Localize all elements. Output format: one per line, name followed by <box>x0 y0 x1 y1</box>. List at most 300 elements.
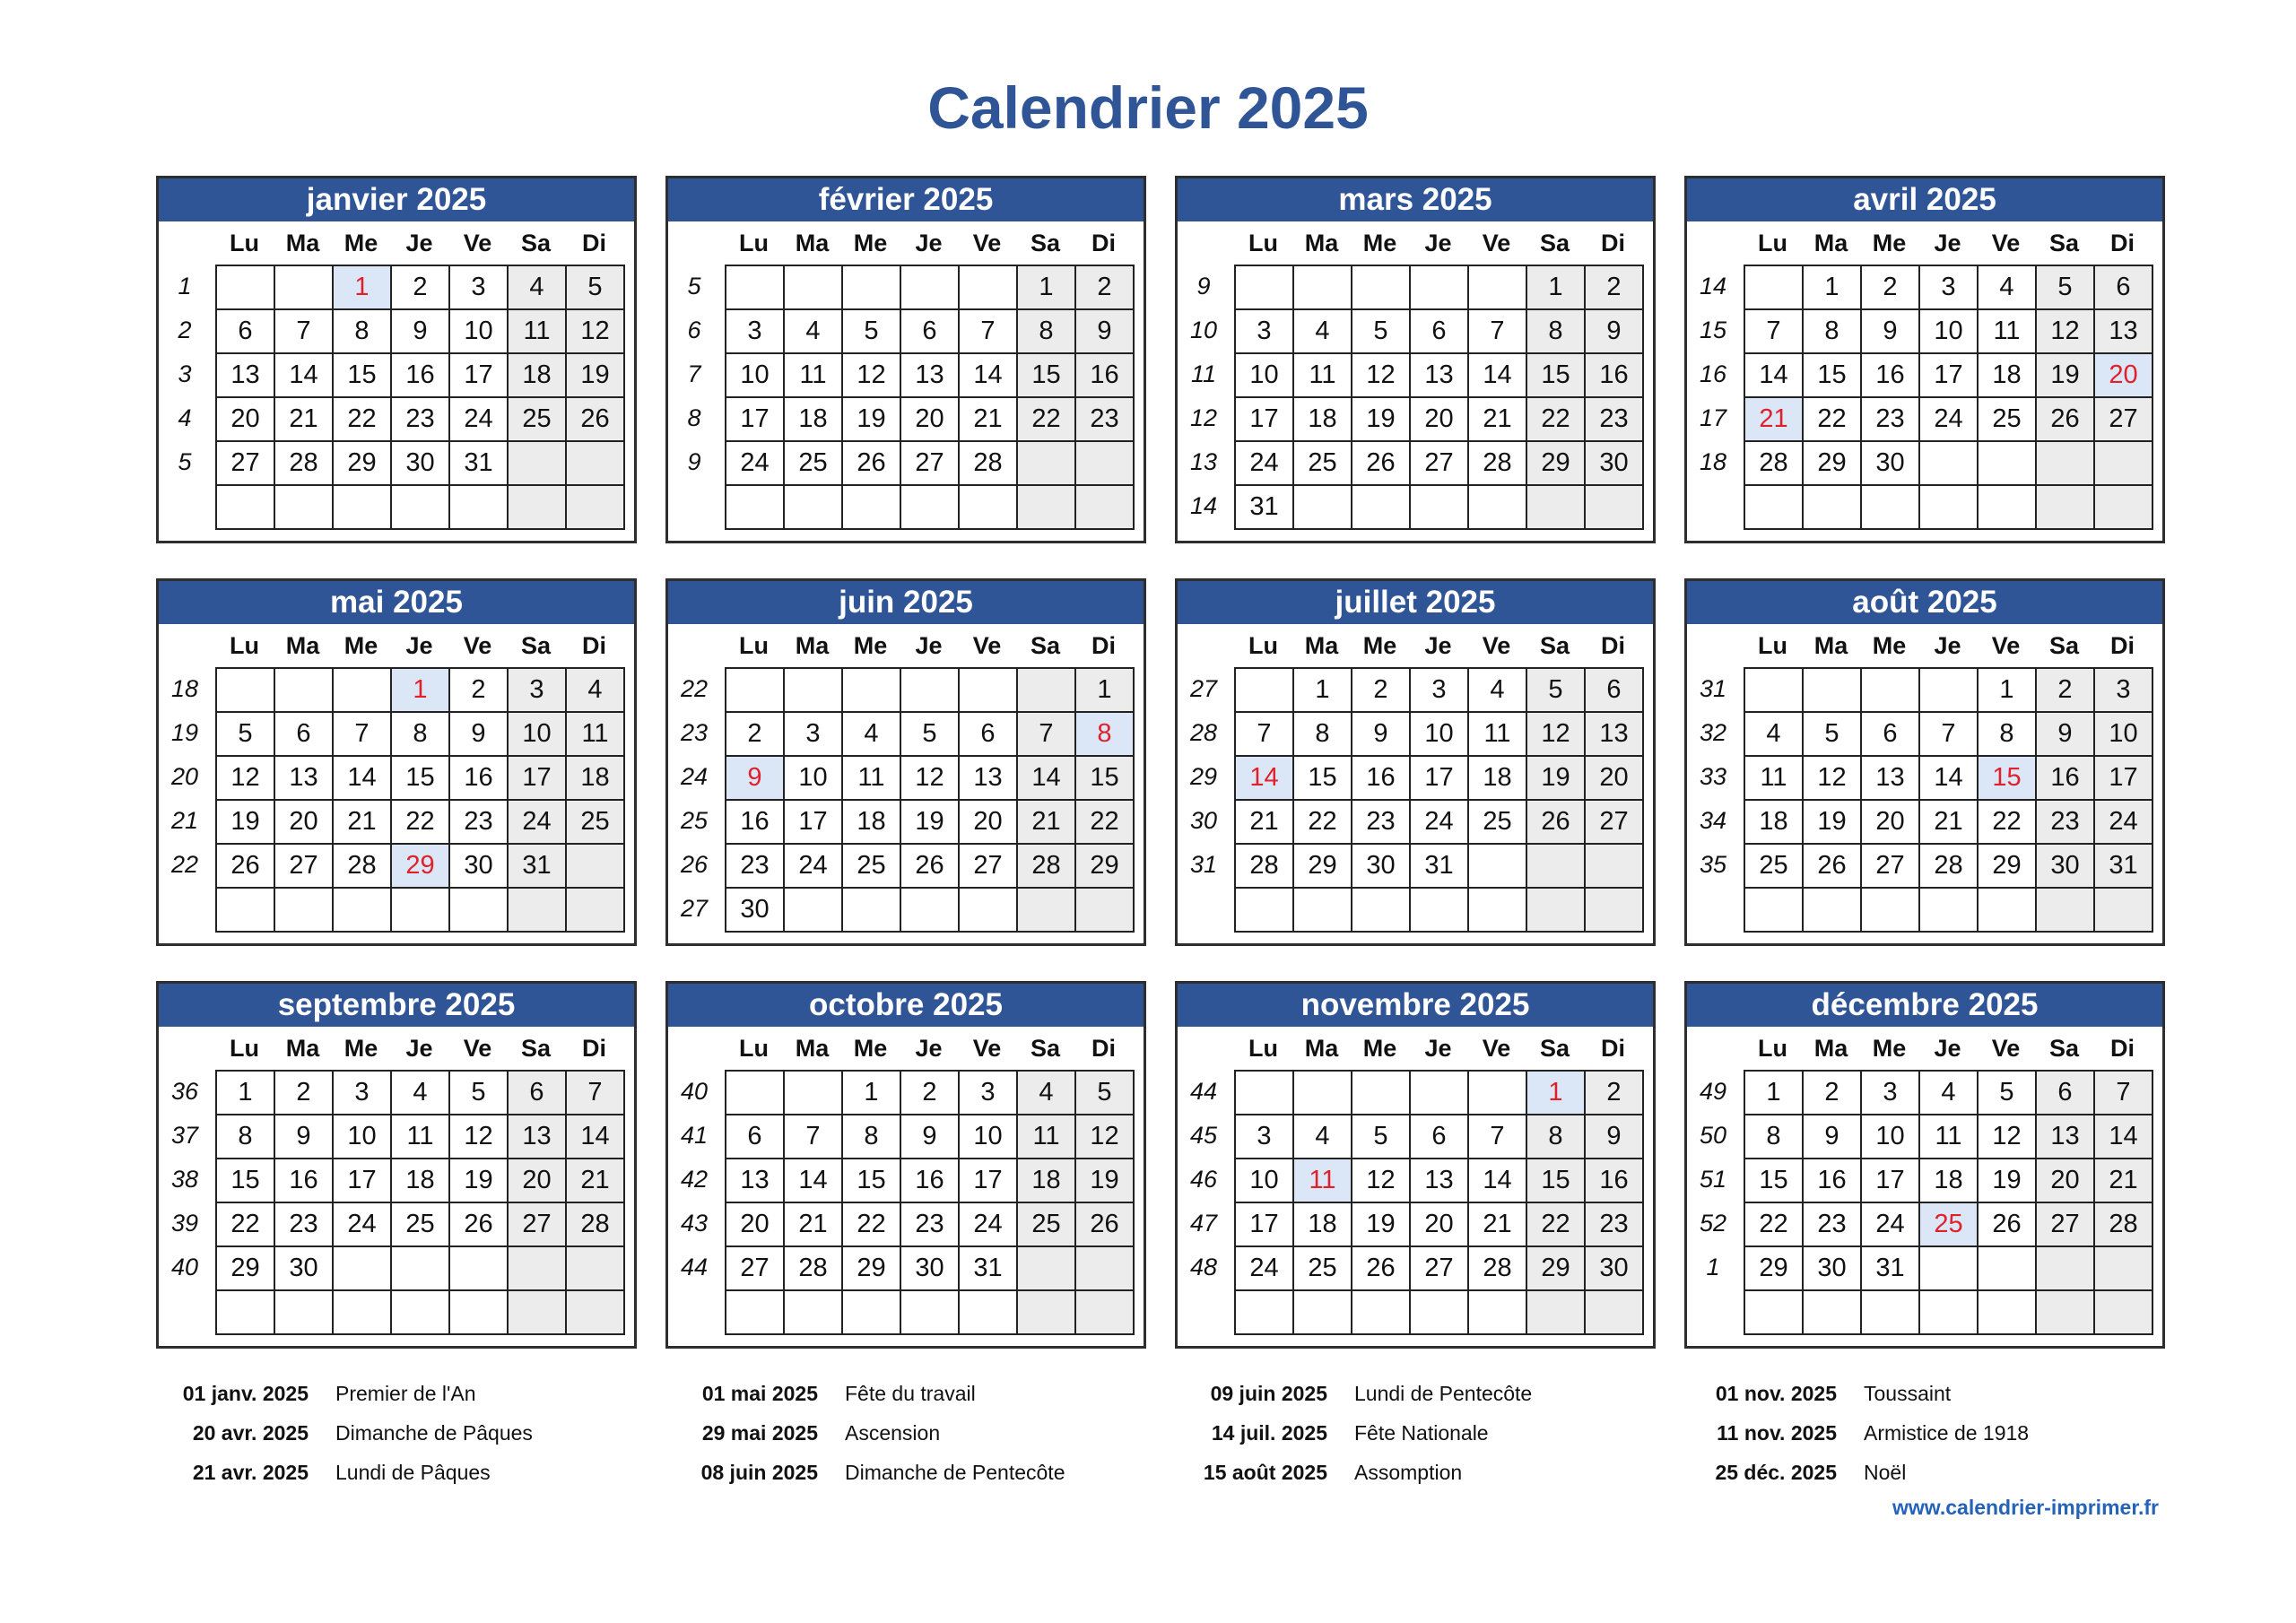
day-cell: 25 <box>508 397 566 441</box>
day-cell: 18 <box>1468 756 1526 800</box>
month-calendar <box>665 578 1146 946</box>
day-cell: 9 <box>1803 1115 1861 1159</box>
day-cell: 22 <box>1526 397 1585 441</box>
day-cell: 20 <box>1410 1202 1468 1246</box>
day-cell: 4 <box>1017 1071 1075 1115</box>
day-cell <box>1468 485 1526 529</box>
day-cell: 16 <box>1585 353 1643 397</box>
holiday-day-cell: 1 <box>1526 1071 1585 1115</box>
holiday-name: Fête du travail <box>845 1382 976 1405</box>
month-title: juillet 2025 <box>1178 581 1653 624</box>
day-cell: 28 <box>1017 844 1075 888</box>
day-name: Lu <box>739 632 769 659</box>
day-cell: 22 <box>1293 800 1352 844</box>
day-cell <box>1235 888 1293 932</box>
day-name: Di <box>2110 230 2135 256</box>
day-cell <box>842 1290 900 1334</box>
day-cell: 3 <box>784 712 842 756</box>
day-cell: 5 <box>1526 668 1585 712</box>
day-cell: 18 <box>1919 1159 1978 1202</box>
day-name: Ve <box>463 230 492 256</box>
day-cell: 18 <box>1744 800 1803 844</box>
day-cell: 19 <box>1978 1159 2036 1202</box>
day-cell: 6 <box>508 1071 566 1115</box>
day-cell: 9 <box>1861 309 1919 353</box>
day-name: Ma <box>285 1035 320 1062</box>
day-cell: 18 <box>1293 397 1352 441</box>
day-cell: 17 <box>959 1159 1017 1202</box>
week-number: 42 <box>680 1166 709 1193</box>
day-cell <box>1861 485 1919 529</box>
week-number: 48 <box>1189 1254 1218 1280</box>
month-title: juin 2025 <box>668 581 1144 624</box>
day-names-row <box>1687 628 2162 664</box>
day-cell: 6 <box>2036 1071 2094 1115</box>
day-cell <box>2036 441 2094 485</box>
day-name: Me <box>1872 1035 1907 1062</box>
month-calendar <box>1684 578 2165 946</box>
day-cell <box>274 668 333 712</box>
day-cell: 7 <box>1919 712 1978 756</box>
day-cell: 5 <box>842 309 900 353</box>
day-cell: 19 <box>1075 1159 1134 1202</box>
week-number: 5 <box>178 448 192 475</box>
day-cell <box>1235 1290 1293 1334</box>
day-cell: 24 <box>1919 397 1978 441</box>
day-cell <box>2094 485 2152 529</box>
week-number: 17 <box>1699 404 1727 431</box>
day-name: Sa <box>2048 632 2080 659</box>
day-cell: 16 <box>1075 353 1134 397</box>
day-cell: 22 <box>391 800 449 844</box>
week-number: 15 <box>1699 317 1727 343</box>
day-cell: 7 <box>274 309 333 353</box>
day-cell: 14 <box>566 1115 624 1159</box>
day-name: Ve <box>1482 1035 1511 1062</box>
day-cell: 30 <box>1585 1246 1643 1290</box>
day-name: Lu <box>230 230 259 256</box>
day-cell: 26 <box>1352 1246 1410 1290</box>
day-cell <box>216 1290 274 1334</box>
day-cell: 18 <box>1017 1159 1075 1202</box>
holiday-date: 08 juin 2025 <box>700 1461 818 1484</box>
holiday-item <box>156 1374 658 1413</box>
day-cell <box>508 485 566 529</box>
day-cell: 12 <box>842 353 900 397</box>
day-name: Je <box>1934 1035 1961 1062</box>
day-cell: 28 <box>1744 441 1803 485</box>
day-cell: 21 <box>274 397 333 441</box>
day-cell: 3 <box>333 1071 391 1115</box>
day-cell: 15 <box>216 1159 274 1202</box>
day-cell: 13 <box>1410 353 1468 397</box>
day-name: Ma <box>1813 632 1848 659</box>
day-cell: 5 <box>449 1071 508 1115</box>
month-calendar <box>156 981 637 1349</box>
day-cell: 12 <box>900 756 959 800</box>
day-cell <box>1352 265 1410 309</box>
day-cell <box>842 668 900 712</box>
day-cell: 15 <box>1293 756 1352 800</box>
day-cell: 23 <box>1585 1202 1643 1246</box>
day-cell <box>959 668 1017 712</box>
day-cell: 23 <box>2036 800 2094 844</box>
day-cell: 30 <box>2036 844 2094 888</box>
day-cell <box>1468 888 1526 932</box>
day-cell: 31 <box>449 441 508 485</box>
day-cell: 13 <box>274 756 333 800</box>
day-cell <box>1235 1071 1293 1115</box>
holiday-day-cell: 25 <box>1919 1202 1978 1246</box>
day-cell <box>726 668 784 712</box>
day-name: Sa <box>520 632 552 659</box>
day-cell <box>2036 888 2094 932</box>
day-name: Sa <box>520 230 552 256</box>
week-number: 40 <box>170 1254 199 1280</box>
day-cell <box>274 888 333 932</box>
day-cell: 29 <box>842 1246 900 1290</box>
day-cell: 25 <box>1978 397 2036 441</box>
week-number: 38 <box>170 1166 199 1193</box>
day-cell: 17 <box>1235 397 1293 441</box>
week-number: 30 <box>1189 807 1218 834</box>
day-cell: 7 <box>959 309 1017 353</box>
day-cell: 2 <box>1352 668 1410 712</box>
day-cell: 12 <box>1352 1159 1410 1202</box>
day-name: Ma <box>1813 1035 1848 1062</box>
day-name: Sa <box>2048 1035 2080 1062</box>
page-title: Calendrier 2025 <box>927 74 1369 141</box>
day-cell: 19 <box>216 800 274 844</box>
week-number: 14 <box>1189 492 1218 519</box>
day-cell: 8 <box>333 309 391 353</box>
month-title: novembre 2025 <box>1178 984 1653 1027</box>
day-cell: 12 <box>2036 309 2094 353</box>
day-cell: 11 <box>1978 309 2036 353</box>
week-number: 29 <box>1189 763 1218 790</box>
day-cell: 11 <box>842 756 900 800</box>
day-cell <box>1468 1290 1526 1334</box>
day-names-row <box>159 1030 634 1066</box>
day-cell: 26 <box>1526 800 1585 844</box>
day-cell <box>1861 1290 1919 1334</box>
day-name: Lu <box>1758 230 1787 256</box>
day-cell <box>1919 888 1978 932</box>
day-cell <box>2036 1290 2094 1334</box>
holiday-item <box>665 1374 1168 1413</box>
day-cell <box>1585 485 1643 529</box>
day-cell <box>900 265 959 309</box>
holiday-item <box>156 1453 658 1492</box>
day-name: Lu <box>1758 632 1787 659</box>
day-cell: 10 <box>1410 712 1468 756</box>
day-cell: 29 <box>1526 441 1585 485</box>
day-cell: 20 <box>726 1202 784 1246</box>
week-number: 31 <box>1189 851 1218 878</box>
day-cell: 20 <box>1585 756 1643 800</box>
holiday-column <box>665 1374 1168 1492</box>
week-number: 37 <box>170 1122 199 1149</box>
week-number: 46 <box>1189 1166 1218 1193</box>
day-cell: 23 <box>391 397 449 441</box>
day-cell: 13 <box>2094 309 2152 353</box>
week-number: 9 <box>687 448 701 475</box>
day-cell: 14 <box>959 353 1017 397</box>
day-cell <box>2094 888 2152 932</box>
day-cell: 22 <box>1017 397 1075 441</box>
day-name: Lu <box>1758 1035 1787 1062</box>
day-names-row <box>1178 628 1653 664</box>
holiday-name: Ascension <box>845 1421 941 1445</box>
day-cell: 21 <box>1468 1202 1526 1246</box>
month-title: septembre 2025 <box>159 984 634 1027</box>
day-cell: 22 <box>1978 800 2036 844</box>
day-name: Sa <box>1539 1035 1570 1062</box>
day-cell: 9 <box>1585 1115 1643 1159</box>
day-cell: 6 <box>216 309 274 353</box>
day-cell: 23 <box>1861 397 1919 441</box>
day-cell <box>1293 265 1352 309</box>
day-cell: 28 <box>2094 1202 2152 1246</box>
day-cell: 1 <box>842 1071 900 1115</box>
day-cell <box>1919 485 1978 529</box>
day-name: Je <box>915 230 943 256</box>
day-cell <box>1352 1290 1410 1334</box>
day-cell: 10 <box>1235 353 1293 397</box>
day-name: Ve <box>1991 230 2021 256</box>
day-cell: 8 <box>1293 712 1352 756</box>
holiday-column <box>1684 1374 2187 1492</box>
week-number: 44 <box>1189 1078 1218 1105</box>
day-name: Me <box>344 230 378 256</box>
day-cell: 12 <box>1075 1115 1134 1159</box>
day-cell: 18 <box>566 756 624 800</box>
day-cell: 21 <box>1919 800 1978 844</box>
day-cell: 30 <box>900 1246 959 1290</box>
day-cell: 3 <box>1410 668 1468 712</box>
week-number: 22 <box>680 675 709 702</box>
day-cell: 13 <box>726 1159 784 1202</box>
day-cell: 23 <box>900 1202 959 1246</box>
day-name: Me <box>1362 1035 1397 1062</box>
month-title: mai 2025 <box>159 581 634 624</box>
day-cell: 28 <box>1919 844 1978 888</box>
day-cell: 16 <box>449 756 508 800</box>
day-cell: 8 <box>1803 309 1861 353</box>
week-number: 50 <box>1699 1122 1727 1149</box>
day-cell: 8 <box>1526 1115 1585 1159</box>
day-cell: 10 <box>508 712 566 756</box>
day-name: Ve <box>972 230 1002 256</box>
day-cell: 25 <box>391 1202 449 1246</box>
day-cell <box>959 485 1017 529</box>
month-title: août 2025 <box>1687 581 2162 624</box>
day-grid <box>215 265 625 530</box>
website-link[interactable]: www.calendrier-imprimer.fr <box>1892 1496 2159 1519</box>
day-cell: 28 <box>1235 844 1293 888</box>
day-cell: 4 <box>842 712 900 756</box>
day-cell: 11 <box>566 712 624 756</box>
day-cell: 29 <box>1803 441 1861 485</box>
day-cell <box>1861 888 1919 932</box>
day-cell: 29 <box>333 441 391 485</box>
day-cell: 8 <box>391 712 449 756</box>
month-title: janvier 2025 <box>159 178 634 221</box>
day-cell <box>1075 1290 1134 1334</box>
day-cell: 6 <box>1861 712 1919 756</box>
day-cell: 8 <box>842 1115 900 1159</box>
day-cell <box>449 1246 508 1290</box>
day-cell: 29 <box>216 1246 274 1290</box>
holiday-date: 15 août 2025 <box>1203 1461 1327 1484</box>
day-cell: 29 <box>1526 1246 1585 1290</box>
day-cell: 16 <box>726 800 784 844</box>
day-grid <box>725 667 1135 933</box>
day-cell: 5 <box>566 265 624 309</box>
holiday-day-cell: 8 <box>1075 712 1134 756</box>
day-cell <box>784 888 842 932</box>
day-names-row <box>668 628 1144 664</box>
day-cell: 4 <box>508 265 566 309</box>
day-name: Sa <box>1539 632 1570 659</box>
day-cell: 27 <box>508 1202 566 1246</box>
day-cell <box>1919 668 1978 712</box>
day-cell: 5 <box>1075 1071 1134 1115</box>
week-number: 18 <box>170 675 199 702</box>
week-number: 7 <box>687 360 701 387</box>
day-cell: 7 <box>566 1071 624 1115</box>
day-grid <box>215 667 625 933</box>
day-cell: 29 <box>1293 844 1352 888</box>
day-cell <box>726 265 784 309</box>
holiday-name: Noël <box>1864 1461 1907 1484</box>
day-cell <box>842 888 900 932</box>
day-names-row <box>668 225 1144 261</box>
week-number: 3 <box>178 360 192 387</box>
day-name: Ve <box>972 1035 1002 1062</box>
day-cell: 14 <box>1744 353 1803 397</box>
day-cell: 26 <box>1075 1202 1134 1246</box>
day-cell: 13 <box>2036 1115 2094 1159</box>
day-cell: 19 <box>842 397 900 441</box>
day-cell: 14 <box>274 353 333 397</box>
day-cell: 20 <box>216 397 274 441</box>
day-cell <box>900 1290 959 1334</box>
day-grid <box>1744 265 2153 530</box>
day-cell: 2 <box>1075 265 1134 309</box>
day-cell: 30 <box>726 888 784 932</box>
day-cell <box>1978 441 2036 485</box>
day-cell: 23 <box>449 800 508 844</box>
day-cell: 6 <box>959 712 1017 756</box>
day-name: Me <box>344 632 378 659</box>
holiday-date: 01 janv. 2025 <box>182 1382 309 1405</box>
week-number: 6 <box>687 317 701 343</box>
day-cell: 6 <box>274 712 333 756</box>
day-name: Ma <box>1304 1035 1339 1062</box>
day-cell <box>333 1246 391 1290</box>
day-cell: 28 <box>333 844 391 888</box>
day-cell <box>1352 888 1410 932</box>
day-name: Lu <box>1248 632 1278 659</box>
day-cell: 30 <box>274 1246 333 1290</box>
day-cell: 26 <box>1803 844 1861 888</box>
day-cell: 22 <box>1526 1202 1585 1246</box>
day-cell: 1 <box>1526 265 1585 309</box>
week-number: 49 <box>1699 1078 1727 1105</box>
day-cell: 19 <box>1352 397 1410 441</box>
holiday-item <box>1175 1413 1677 1453</box>
day-cell: 17 <box>333 1159 391 1202</box>
day-cell: 17 <box>784 800 842 844</box>
day-cell: 30 <box>1861 441 1919 485</box>
day-cell: 4 <box>1468 668 1526 712</box>
day-cell: 27 <box>959 844 1017 888</box>
day-cell: 2 <box>1861 265 1919 309</box>
week-number: 18 <box>1699 448 1727 475</box>
day-cell: 23 <box>274 1202 333 1246</box>
day-cell <box>333 888 391 932</box>
week-number: 1 <box>178 273 192 299</box>
day-cell <box>1744 668 1803 712</box>
week-number: 10 <box>1189 317 1218 343</box>
day-cell <box>784 1290 842 1334</box>
day-cell <box>566 844 624 888</box>
day-cell: 22 <box>333 397 391 441</box>
day-cell: 20 <box>2036 1159 2094 1202</box>
day-cell: 26 <box>1978 1202 2036 1246</box>
week-number: 26 <box>680 851 709 878</box>
day-cell: 17 <box>1410 756 1468 800</box>
day-cell: 28 <box>1468 441 1526 485</box>
week-number: 4 <box>178 404 192 431</box>
week-number: 27 <box>1189 675 1218 702</box>
week-number: 39 <box>170 1210 199 1237</box>
day-cell: 24 <box>959 1202 1017 1246</box>
week-number: 36 <box>170 1078 199 1105</box>
holiday-day-cell: 21 <box>1744 397 1803 441</box>
day-cell: 4 <box>1744 712 1803 756</box>
day-cell: 30 <box>1352 844 1410 888</box>
day-cell: 28 <box>274 441 333 485</box>
month-calendar <box>156 176 637 543</box>
day-name: Je <box>1424 230 1452 256</box>
holiday-day-cell: 14 <box>1235 756 1293 800</box>
day-cell <box>1410 265 1468 309</box>
day-cell <box>1861 668 1919 712</box>
day-cell: 9 <box>1352 712 1410 756</box>
day-name: Di <box>2110 632 2135 659</box>
day-cell <box>1410 1290 1468 1334</box>
day-cell <box>959 1290 1017 1334</box>
day-cell: 7 <box>1235 712 1293 756</box>
holiday-date: 25 déc. 2025 <box>1715 1461 1837 1484</box>
day-cell <box>726 485 784 529</box>
day-cell: 8 <box>1526 309 1585 353</box>
day-name: Lu <box>739 230 769 256</box>
holiday-date: 14 juil. 2025 <box>1211 1421 1327 1445</box>
day-name: Sa <box>520 1035 552 1062</box>
week-number: 45 <box>1189 1122 1218 1149</box>
day-cell: 11 <box>1744 756 1803 800</box>
day-cell: 6 <box>1585 668 1643 712</box>
day-cell: 6 <box>900 309 959 353</box>
day-cell: 21 <box>1235 800 1293 844</box>
day-cell: 31 <box>1235 485 1293 529</box>
day-names-row <box>1687 1030 2162 1066</box>
day-cell <box>391 888 449 932</box>
day-cell: 13 <box>900 353 959 397</box>
